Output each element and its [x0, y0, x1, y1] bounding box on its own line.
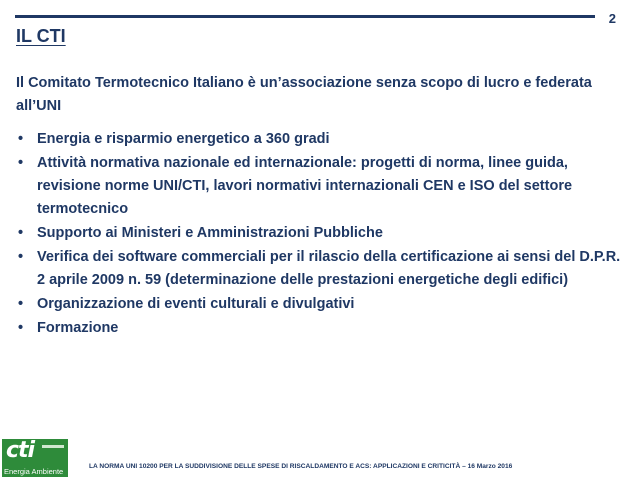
- bullet-icon: •: [18, 249, 24, 265]
- slide-title: IL CTI: [16, 26, 66, 46]
- bullet-icon: •: [18, 155, 24, 171]
- intro-text: Il Comitato Termotecnico Italiano è un’associazione senza scopo di lucro e federata all’UNI: [16, 75, 592, 114]
- bullet-item: [16, 152, 621, 221]
- page-number: 2: [608, 11, 616, 26]
- bullet-item: [16, 222, 621, 245]
- cti-logo: [2, 439, 68, 477]
- logo-subtitle: Energia Ambiente: [4, 467, 64, 476]
- bullet-item: [16, 246, 621, 292]
- logo-text: cti: [6, 438, 35, 463]
- bullet-text: Formazione: [37, 320, 119, 336]
- bullet-text: Energia e risparmio energetico a 360 gradi: [37, 131, 330, 147]
- bullet-list: [16, 128, 621, 341]
- bullet-text: Verifica dei software commerciali per il rilascio della certificazione ai sensi del D.P.R. 2 aprile 2009 n. 59 (determinazione delle prestazioni energetiche degli edifici): [37, 249, 621, 288]
- header-rule: [15, 15, 595, 18]
- footer-text: LA NORMA UNI 10200 PER LA SUDDIVISIONE DELLE SPESE DI RISCALDAMENTO E ACS: APPLICAZIONI E CRITICITÀ – 16 Marzo 2016: [89, 463, 513, 470]
- bullet-icon: •: [18, 131, 24, 147]
- bullet-icon: •: [18, 320, 24, 336]
- bullet-item: [16, 317, 621, 340]
- bullet-text: Attività normativa nazionale ed internazionale: progetti di norma, linee guida, revisione norme UNI/CTI, lavori normativi internazionali CEN e ISO del settore termotecnico: [37, 155, 573, 217]
- bullet-icon: •: [18, 296, 24, 312]
- bullet-item: [16, 293, 621, 316]
- logo-stripe: [42, 445, 64, 448]
- bullet-text: Supporto ai Ministeri e Amministrazioni Pubbliche: [37, 225, 383, 241]
- bullet-icon: •: [18, 225, 24, 241]
- bullet-item: [16, 128, 621, 151]
- bullet-text: Organizzazione di eventi culturali e divulgativi: [37, 296, 355, 312]
